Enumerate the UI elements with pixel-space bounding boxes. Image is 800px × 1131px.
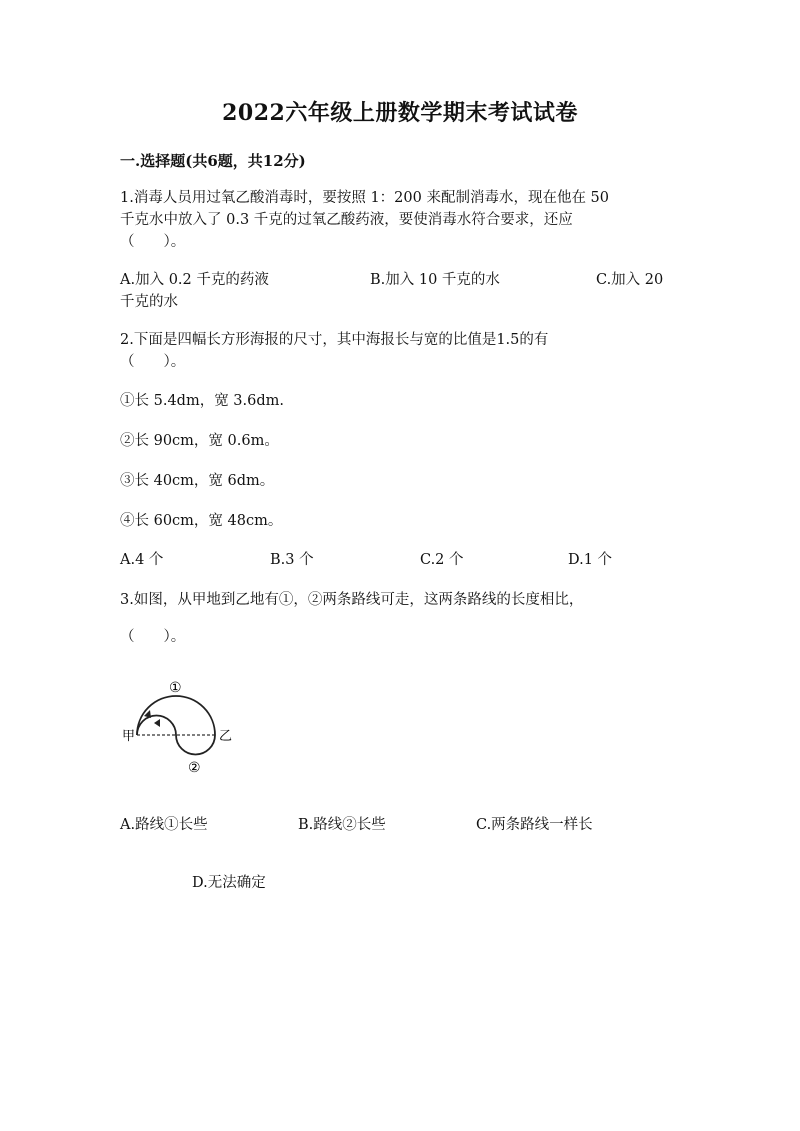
- q3-option-a: A.路线①长些: [120, 817, 208, 833]
- route-2-arrow-icon: [154, 719, 160, 727]
- route-1-label: ①: [169, 680, 182, 696]
- q2-option-b: B.3 个: [270, 552, 314, 568]
- q3-line2: （ ）。: [120, 629, 186, 645]
- page-title: 2022六年级上册数学期末考试试卷: [222, 100, 578, 126]
- q2-item4: ④长 60cm，宽 48cm。: [120, 513, 283, 529]
- q2-line2: （ ）。: [120, 354, 186, 370]
- q1-option-a: A.加入 0.2 千克的药液: [120, 272, 269, 288]
- route-diagram: [110, 672, 250, 782]
- section-heading: 一.选择题(共6题，共12分): [120, 152, 306, 170]
- q1-line2: 千克水中放入了 0.3 千克的过氧乙酸药液，要使消毒水符合要求，还应: [120, 212, 573, 228]
- q2-item3: ③长 40cm，宽 6dm。: [120, 473, 275, 489]
- q2-option-c: C.2 个: [420, 552, 464, 568]
- q1-option-c-cont: 千克的水: [120, 294, 178, 310]
- q2-item1: ①长 5.4dm，宽 3.6dm.: [120, 393, 285, 409]
- q1-line1: 1.消毒人员用过氧乙酸消毒时，要按照 1：200 来配制消毒水，现在他在 50: [120, 190, 610, 206]
- route-2-label: ②: [188, 760, 201, 776]
- q3-option-d: D.无法确定: [192, 875, 266, 891]
- q1-line3: （ ）。: [120, 234, 186, 250]
- q3-option-b: B.路线②长些: [298, 817, 386, 833]
- q3-line1: 3.如图，从甲地到乙地有①，②两条路线可走，这两条路线的长度相比，: [120, 592, 584, 608]
- q3-option-c: C.两条路线一样长: [476, 817, 593, 833]
- q1-option-c: C.加入 20: [596, 272, 664, 288]
- end-label: 乙: [219, 729, 233, 744]
- q2-option-a: A.4 个: [120, 552, 164, 568]
- q2-option-d: D.1 个: [568, 552, 613, 568]
- q2-line1: 2.下面是四幅长方形海报的尺寸，其中海报长与宽的比值是1.5的有: [120, 332, 549, 348]
- start-label: 甲: [122, 729, 136, 744]
- q1-option-b: B.加入 10 千克的水: [370, 272, 500, 288]
- q2-item2: ②长 90cm，宽 0.6m。: [120, 433, 279, 449]
